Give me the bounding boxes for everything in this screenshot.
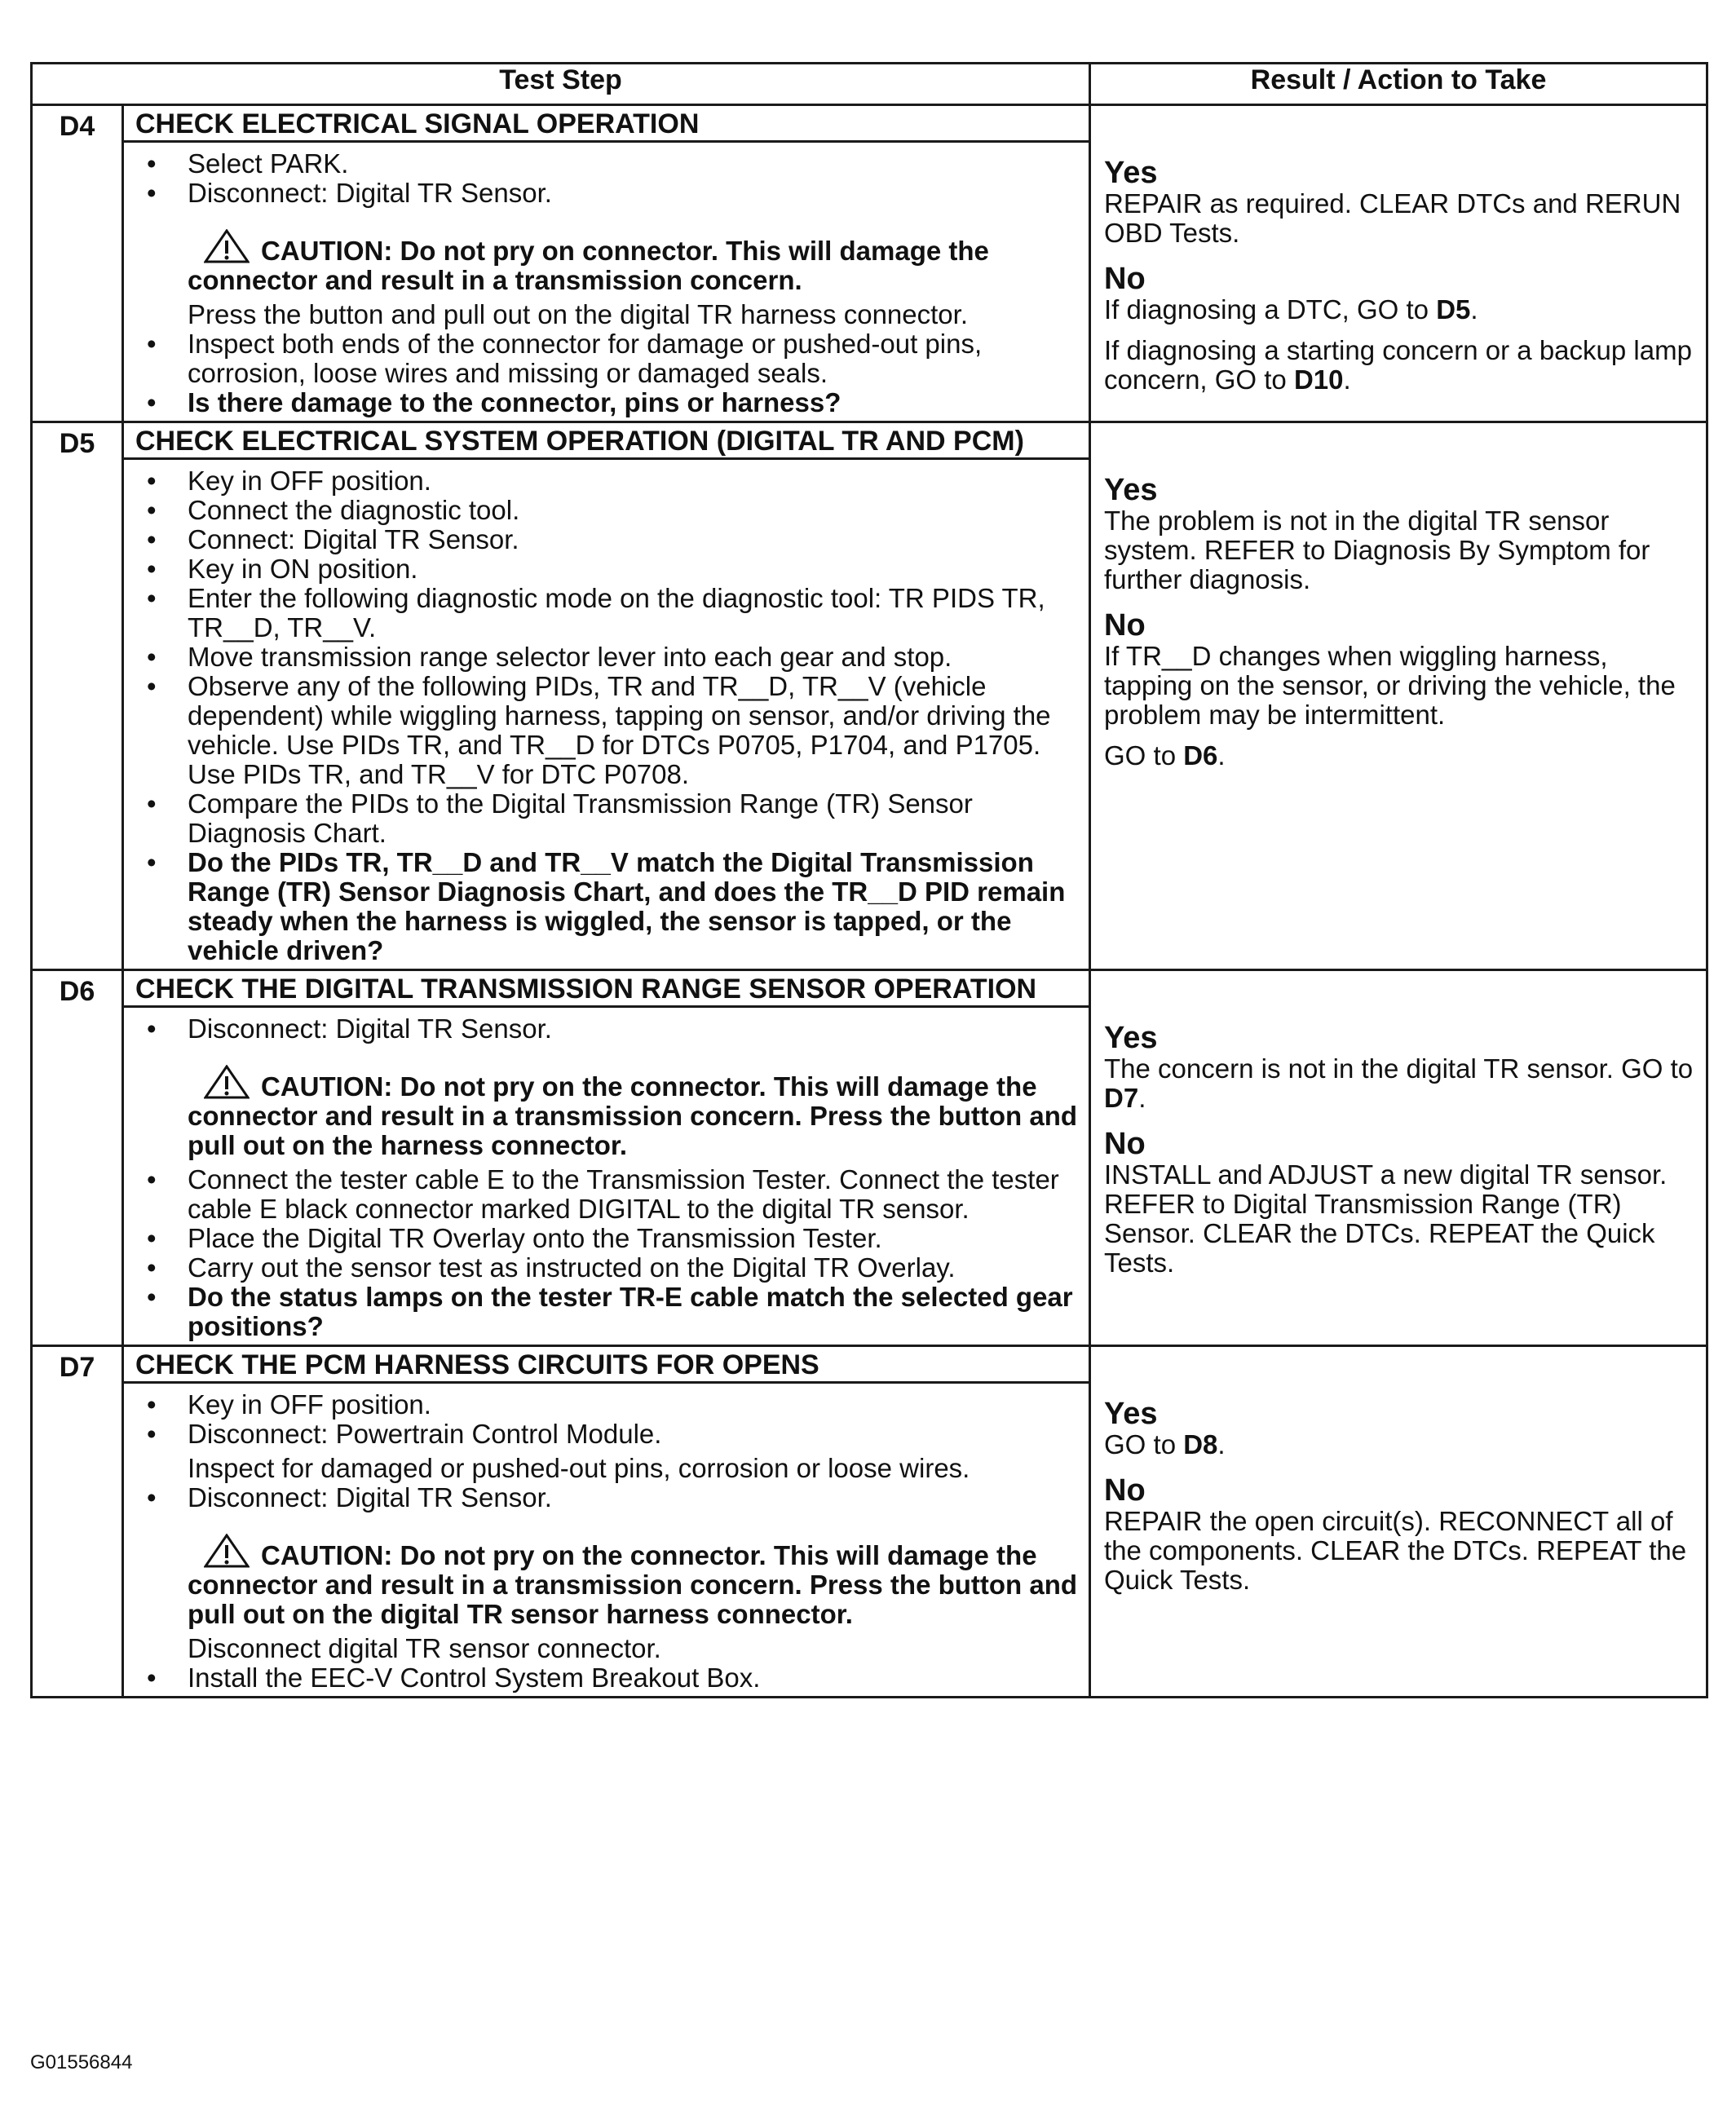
instruction-text: Carry out the sensor test as instructed on the Digital TR Overlay. xyxy=(188,1252,956,1283)
warning-triangle-icon xyxy=(204,229,250,263)
step-body xyxy=(123,1383,1090,1698)
action-text: . xyxy=(1217,740,1226,771)
bullet-icon: • xyxy=(147,495,157,525)
no-action-text xyxy=(1104,1507,1701,1595)
yes-label: Yes xyxy=(1104,1021,1158,1055)
no-label: No xyxy=(1104,262,1146,296)
instruction-text: Place the Digital TR Overlay onto the Transmission Tester. xyxy=(188,1223,882,1253)
instruction-item xyxy=(124,1253,1080,1283)
instruction-item xyxy=(124,1224,1080,1253)
caution-note xyxy=(124,229,1080,295)
header-result-action: Result / Action to Take xyxy=(1090,64,1707,105)
action-text: GO to xyxy=(1104,1429,1184,1459)
instruction-item xyxy=(124,496,1080,525)
instruction-item xyxy=(124,1483,1080,1512)
result-action-cell xyxy=(1090,1346,1707,1698)
instruction-item xyxy=(124,554,1080,584)
step-reference: D5 xyxy=(1436,294,1471,325)
step-id: D4 xyxy=(32,105,123,422)
bullet-icon: • xyxy=(147,847,157,877)
bullet-icon: • xyxy=(147,671,157,701)
action-text: If TR__D changes when wiggling harness, tapping on the sensor, or driving the vehicle, the problem may be intermittent. xyxy=(1104,641,1676,730)
yes-action-text xyxy=(1104,1054,1701,1113)
instruction-item xyxy=(124,388,1080,417)
instruction-text: Compare the PIDs to the Digital Transmission Range (TR) Sensor Diagnosis Chart. xyxy=(188,788,973,848)
instruction-item xyxy=(124,1390,1080,1420)
action-text: . xyxy=(1343,364,1351,395)
instruction-text: Disconnect digital TR sensor connector. xyxy=(188,1633,661,1663)
instruction-text: Enter the following diagnostic mode on the diagnostic tool: TR PIDS TR, TR__D, TR__V. xyxy=(188,583,1045,642)
instruction-text: Do the PIDs TR, TR__D and TR__V match the Digital Transmission Range (TR) Sensor Diagnosis Chart, and does the TR__D PID remain steady when the harness is wiggled, the sensor is tapped, or the vehicle driven? xyxy=(188,847,1066,965)
warning-triangle-icon xyxy=(204,1534,250,1568)
warning-triangle-icon xyxy=(204,1065,250,1099)
result-action-cell xyxy=(1090,970,1707,1346)
caution-text: CAUTION: Do not pry on connector. This will damage the connector and result in a transmission concern. xyxy=(188,236,989,295)
bullet-icon: • xyxy=(147,554,157,584)
bullet-icon: • xyxy=(147,1223,157,1253)
step-id: D7 xyxy=(32,1346,123,1698)
step-title: CHECK ELECTRICAL SYSTEM OPERATION (DIGITAL TR AND PCM) xyxy=(123,422,1090,459)
table-header-row xyxy=(32,64,1707,105)
no-label: No xyxy=(1104,1473,1146,1508)
step-id: D5 xyxy=(32,422,123,970)
instruction-item xyxy=(124,789,1080,848)
instruction-text: Do the status lamps on the tester TR-E cable match the selected gear positions? xyxy=(188,1282,1073,1341)
instruction-item xyxy=(124,525,1080,554)
bullet-icon: • xyxy=(147,1389,157,1420)
step-reference: D8 xyxy=(1183,1429,1218,1459)
step-title: CHECK ELECTRICAL SIGNAL OPERATION xyxy=(123,105,1090,142)
instruction-text: Connect: Digital TR Sensor. xyxy=(188,524,519,554)
no-action-text xyxy=(1104,741,1701,771)
header-test-step: Test Step xyxy=(32,64,1090,105)
bullet-icon: • xyxy=(147,387,157,417)
step-reference: D10 xyxy=(1293,364,1344,395)
action-text: The concern is not in the digital TR sensor. GO to xyxy=(1104,1053,1694,1084)
no-action-text xyxy=(1104,295,1701,325)
yes-action-text: REPAIR as required. CLEAR DTCs and RERUN OBD Tests. xyxy=(1104,188,1681,248)
instruction-text: Key in OFF position. xyxy=(188,466,431,496)
yes-action-text xyxy=(1104,1430,1701,1459)
instruction-text: Key in OFF position. xyxy=(188,1389,431,1420)
instruction-item xyxy=(124,1634,1080,1663)
instruction-text: Press the button and pull out on the digital TR harness connector. xyxy=(188,299,968,329)
bullet-icon: • xyxy=(147,466,157,496)
no-action-text xyxy=(1104,642,1701,730)
instruction-text: Install the EEC-V Control System Breakout Box. xyxy=(188,1663,761,1693)
bullet-icon: • xyxy=(147,1164,157,1194)
action-text: If diagnosing a starting concern or a backup lamp concern, GO to xyxy=(1104,335,1692,395)
action-text: REPAIR the open circuit(s). RECONNECT all of the components. CLEAR the DTCs. REPEAT the Quick Tests. xyxy=(1104,1506,1687,1595)
action-text: If diagnosing a DTC, GO to xyxy=(1104,294,1437,325)
step-title-row xyxy=(32,422,1707,459)
bullet-icon: • xyxy=(147,329,157,359)
step-title: CHECK THE PCM HARNESS CIRCUITS FOR OPENS xyxy=(123,1346,1090,1383)
instruction-item xyxy=(124,1283,1080,1341)
result-action-cell xyxy=(1090,105,1707,422)
step-body xyxy=(123,459,1090,970)
step-instructions xyxy=(124,149,1080,417)
instruction-text: Disconnect: Digital TR Sensor. xyxy=(188,1013,552,1044)
no-label: No xyxy=(1104,1127,1146,1161)
step-title-row xyxy=(32,1346,1707,1383)
step-body xyxy=(123,1007,1090,1346)
no-label: No xyxy=(1104,608,1146,642)
bullet-icon: • xyxy=(147,583,157,613)
instruction-item xyxy=(124,584,1080,642)
step-id: D6 xyxy=(32,970,123,1346)
instruction-item xyxy=(124,1165,1080,1224)
instruction-text: Key in ON position. xyxy=(188,554,418,584)
bullet-icon: • xyxy=(147,1419,157,1449)
instruction-item xyxy=(124,329,1080,388)
no-action-text xyxy=(1104,1160,1701,1278)
instruction-item xyxy=(124,1454,1080,1483)
bullet-icon: • xyxy=(147,1282,157,1312)
step-reference: D6 xyxy=(1183,740,1218,771)
action-text: . xyxy=(1138,1083,1146,1113)
instruction-text: Inspect both ends of the connector for damage or pushed-out pins, corrosion, loose wires and missing or damaged seals. xyxy=(188,329,983,388)
yes-label: Yes xyxy=(1104,156,1158,190)
caution-text: CAUTION: Do not pry on the connector. This will damage the connector and result in a transmission concern. Press the button and pull out on the harness connector. xyxy=(188,1071,1078,1160)
bullet-icon: • xyxy=(147,1482,157,1512)
instruction-text: Connect the diagnostic tool. xyxy=(188,495,520,525)
action-text: GO to xyxy=(1104,740,1184,771)
bullet-icon: • xyxy=(147,524,157,554)
action-text: . xyxy=(1217,1429,1226,1459)
step-instructions xyxy=(124,466,1080,965)
instruction-text: Disconnect: Digital TR Sensor. xyxy=(188,178,552,208)
result-action-cell xyxy=(1090,422,1707,970)
caution-note xyxy=(124,1065,1080,1160)
figure-id: G01556844 xyxy=(30,2051,133,2073)
instruction-item xyxy=(124,1014,1080,1044)
diagnostic-table xyxy=(30,62,1708,1698)
bullet-icon: • xyxy=(147,148,157,179)
instruction-item xyxy=(124,642,1080,672)
instruction-text: Disconnect: Digital TR Sensor. xyxy=(188,1482,552,1512)
instruction-item xyxy=(124,300,1080,329)
bullet-icon: • xyxy=(147,1252,157,1283)
no-action-text xyxy=(1104,336,1701,395)
instruction-text: Select PARK. xyxy=(188,148,349,179)
caution-note xyxy=(124,1534,1080,1629)
instruction-text: Disconnect: Powertrain Control Module. xyxy=(188,1419,662,1449)
instruction-item xyxy=(124,466,1080,496)
bullet-icon: • xyxy=(147,788,157,819)
instruction-text: Connect the tester cable E to the Transmission Tester. Connect the tester cable E black connector marked DIGITAL to the digital TR sensor. xyxy=(188,1164,1059,1224)
instruction-item xyxy=(124,1420,1080,1449)
yes-action-text: The problem is not in the digital TR sensor system. REFER to Diagnosis By Symptom for further diagnosis. xyxy=(1104,506,1650,594)
bullet-icon: • xyxy=(147,1663,157,1693)
instruction-text: Move transmission range selector lever into each gear and stop. xyxy=(188,642,952,672)
instruction-item xyxy=(124,179,1080,208)
step-title-row xyxy=(32,970,1707,1007)
action-text: INSTALL and ADJUST a new digital TR sensor. REFER to Digital Transmission Range (TR) Sensor. CLEAR the DTCs. REPEAT the Quick Tests. xyxy=(1104,1159,1668,1278)
instruction-item xyxy=(124,1663,1080,1693)
yes-label: Yes xyxy=(1104,473,1158,507)
step-reference: D7 xyxy=(1104,1083,1139,1113)
step-body xyxy=(123,142,1090,422)
step-instructions xyxy=(124,1014,1080,1341)
bullet-icon: • xyxy=(147,178,157,208)
step-title-row xyxy=(32,105,1707,142)
step-title: CHECK THE DIGITAL TRANSMISSION RANGE SENSOR OPERATION xyxy=(123,970,1090,1007)
instruction-text: Inspect for damaged or pushed-out pins, corrosion or loose wires. xyxy=(188,1453,970,1483)
step-instructions xyxy=(124,1390,1080,1693)
action-text: . xyxy=(1470,294,1478,325)
instruction-item xyxy=(124,672,1080,789)
instruction-text: Observe any of the following PIDs, TR and TR__D, TR__V (vehicle dependent) while wiggling harness, tapping on sensor, and/or driving the vehicle. Use PIDs TR, and TR__D for DTCs P0705, P1704, and P1705. Use PIDs TR, and TR__V for DTC P0708. xyxy=(188,671,1051,789)
yes-label: Yes xyxy=(1104,1397,1158,1431)
bullet-icon: • xyxy=(147,1013,157,1044)
instruction-text: Is there damage to the connector, pins or harness? xyxy=(188,387,841,417)
instruction-item xyxy=(124,848,1080,965)
instruction-item xyxy=(124,149,1080,179)
caution-text: CAUTION: Do not pry on the connector. This will damage the connector and result in a transmission concern. Press the button and pull out on the digital TR sensor harness connector. xyxy=(188,1540,1078,1629)
bullet-icon: • xyxy=(147,642,157,672)
